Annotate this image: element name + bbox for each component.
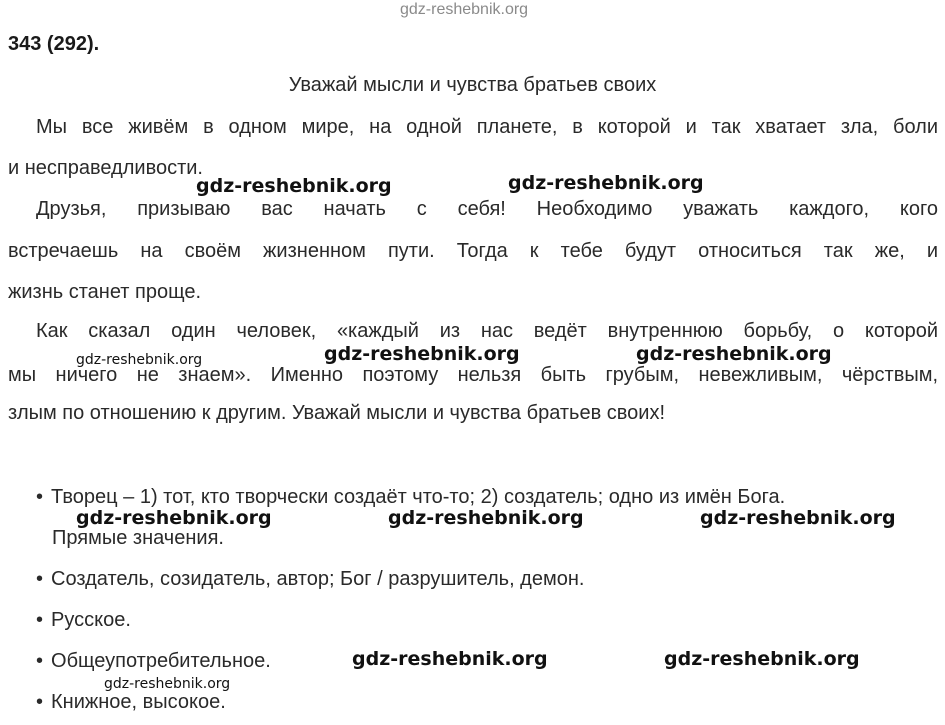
bullet-marker: • xyxy=(36,609,44,631)
task-number: 343 (292). xyxy=(8,33,100,55)
top-watermark: gdz-reshebnik.org xyxy=(400,1,529,18)
bullet-marker: • xyxy=(36,568,44,590)
paragraph-3-line-2: мы ничего не знаем». Именно поэтому нельзя быть грубым, невежливым, чёрствым, xyxy=(8,364,938,386)
paragraph-2-line-1: Друзья, призываю вас начать с себя! Необходимо уважать каждого, кого xyxy=(36,198,938,220)
bullet-2 xyxy=(36,568,584,591)
watermark: gdz-reshebnik.org xyxy=(324,343,520,365)
essay-title: Уважай мысли и чувства братьев своих xyxy=(288,74,657,96)
watermark: gdz-reshebnik.org xyxy=(664,648,860,670)
paragraph-2-line-2: встречаешь на своём жизненном пути. Тогда к тебе будут относиться так же, и xyxy=(8,240,938,262)
watermark: gdz-reshebnik.org xyxy=(76,507,272,529)
watermark: gdz-reshebnik.org xyxy=(636,343,832,365)
bullet-5 xyxy=(36,691,226,714)
bullet-1-line-1 xyxy=(36,486,785,509)
watermark: gdz-reshebnik.org xyxy=(76,352,203,368)
watermark: gdz-reshebnik.org xyxy=(700,507,896,529)
bullet-3 xyxy=(36,609,131,632)
paragraph-3-line-1: Как сказал один человек, «каждый из нас ведёт внутреннюю борьбу, о которой xyxy=(36,320,938,342)
paragraph-1-line-1: Мы все живём в одном мире, на одной планете, в которой и так хватает зла, боли xyxy=(36,116,938,138)
bullet-2-text: Создатель, созидатель, автор; Бог / разрушитель, демон. xyxy=(51,568,585,590)
paragraph-1-line-2: и несправедливости. xyxy=(8,157,203,179)
bullet-5-text: Книжное, высокое. xyxy=(51,691,226,713)
paragraph-2-line-3: жизнь станет проще. xyxy=(8,281,202,303)
bullet-1-line-2: Прямые значения. xyxy=(52,527,224,549)
watermark: gdz-reshebnik.org xyxy=(196,175,392,197)
bullet-marker: • xyxy=(36,486,44,508)
bullet-3-text: Русское. xyxy=(51,609,131,631)
watermark: gdz-reshebnik.org xyxy=(388,507,584,529)
watermark: gdz-reshebnik.org xyxy=(104,676,231,692)
bullet-1-text: Творец – 1) тот, кто творчески создаёт что-то; 2) создатель; одно из имён Бога. xyxy=(51,486,786,508)
bullet-marker: • xyxy=(36,650,44,672)
watermark: gdz-reshebnik.org xyxy=(508,172,704,194)
paragraph-3-line-3: злым по отношению к другим. Уважай мысли и чувства братьев своих! xyxy=(8,402,666,424)
bullet-4 xyxy=(36,650,271,673)
bullet-marker: • xyxy=(36,691,44,713)
bullet-4-text: Общеупотребительное. xyxy=(51,650,271,672)
watermark: gdz-reshebnik.org xyxy=(352,648,548,670)
